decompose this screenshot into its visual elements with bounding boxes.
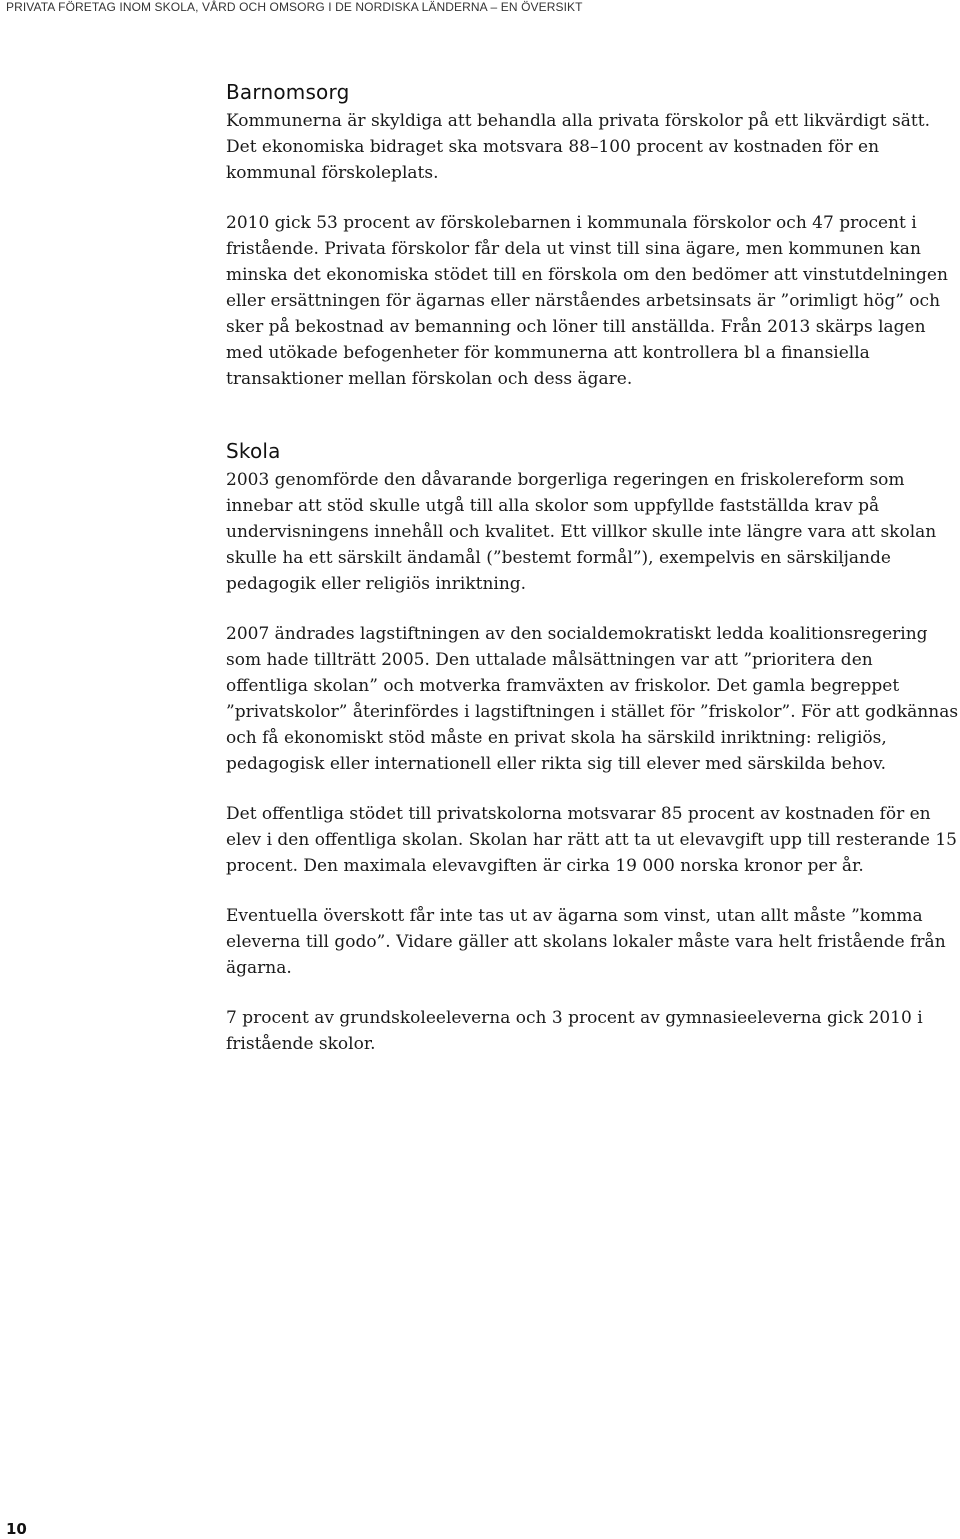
page-number: 10 [6,1520,27,1538]
paragraph: 2010 gick 53 procent av förskolebarnen i kommunala förskolor och 47 procent i fristående. Privata förskolor får dela ut vinst till sina ägare, men kommunen kan minska det ekonomiska stödet till en förskola om den bedömer att vinstutdelningen eller ersättningen för ägarnas eller närståendes arbetsinsats är ”orimligt hög” och sker på bekostnad av bemanning och löner till anställda. Från 2013 skärps lagen med utökade befogenheter för kommunerna att kontrollera bl a finansiella transaktioner mellan förskolan och dess ägare. [226,213,948,389]
paragraph: 2003 genomförde den dåvarande borgerliga regeringen en friskolereform som innebar att stöd skulle utgå till alla skolor som uppfyllde fastställda krav på undervisningens innehåll och kvalitet. Ett villkor skulle inte längre vara att skolan skulle ha ett särskilt ändamål (”bestemt formål”), exempelvis en särskiljande pedagogik eller religiös inriktning. [226,470,937,594]
main-content [226,78,960,1057]
running-header: PRIVATA FÖRETAG INOM SKOLA, VÅRD OCH OMSORG I DE NORDISKA LÄNDERNA – EN ÖVERSIKT [6,0,583,14]
section-skola [226,437,960,1057]
paragraph: Kommunerna är skyldiga att behandla alla privata förskolor på ett likvärdigt sätt. Det ekonomiska bidraget ska motsvara 88–100 procent av kostnaden för en kommunal förskoleplats. [226,111,930,183]
section-heading-barnomsorg: Barnomsorg [226,80,350,104]
paragraph: 7 procent av grundskoleeleverna och 3 procent av gymnasieeleverna gick 2010 i fristående skolor. [226,1008,923,1054]
paragraph: Eventuella överskott får inte tas ut av ägarna som vinst, utan allt måste ”komma eleverna till godo”. Vidare gäller att skolans lokaler måste vara helt fristående från ägarna. [226,906,946,978]
section-barnomsorg [226,78,960,392]
paragraph: 2007 ändrades lagstiftningen av den socialdemokratiskt ledda koalitionsregering som hade tillträtt 2005. Den uttalade målsättningen var att ”prioritera den offentliga skolan” och motverka framväxten av friskolor. Det gamla begreppet ”privatskolor” återinfördes i lagstiftningen i stället för ”friskolor”. För att godkännas och få ekonomiskt stöd måste en privat skola ha särskild inriktning: religiös, pedagogisk eller internationell eller rikta sig till elever med särskilda behov. [226,624,959,774]
paragraph: Det offentliga stödet till privatskolorna motsvarar 85 procent av kostnaden för en elev i den offentliga skolan. Skolan har rätt att ta ut elevavgift upp till resterande 15 procent. Den maximala elevavgiften är cirka 19 000 norska kronor per år. [226,804,957,876]
section-heading-skola: Skola [226,439,281,463]
